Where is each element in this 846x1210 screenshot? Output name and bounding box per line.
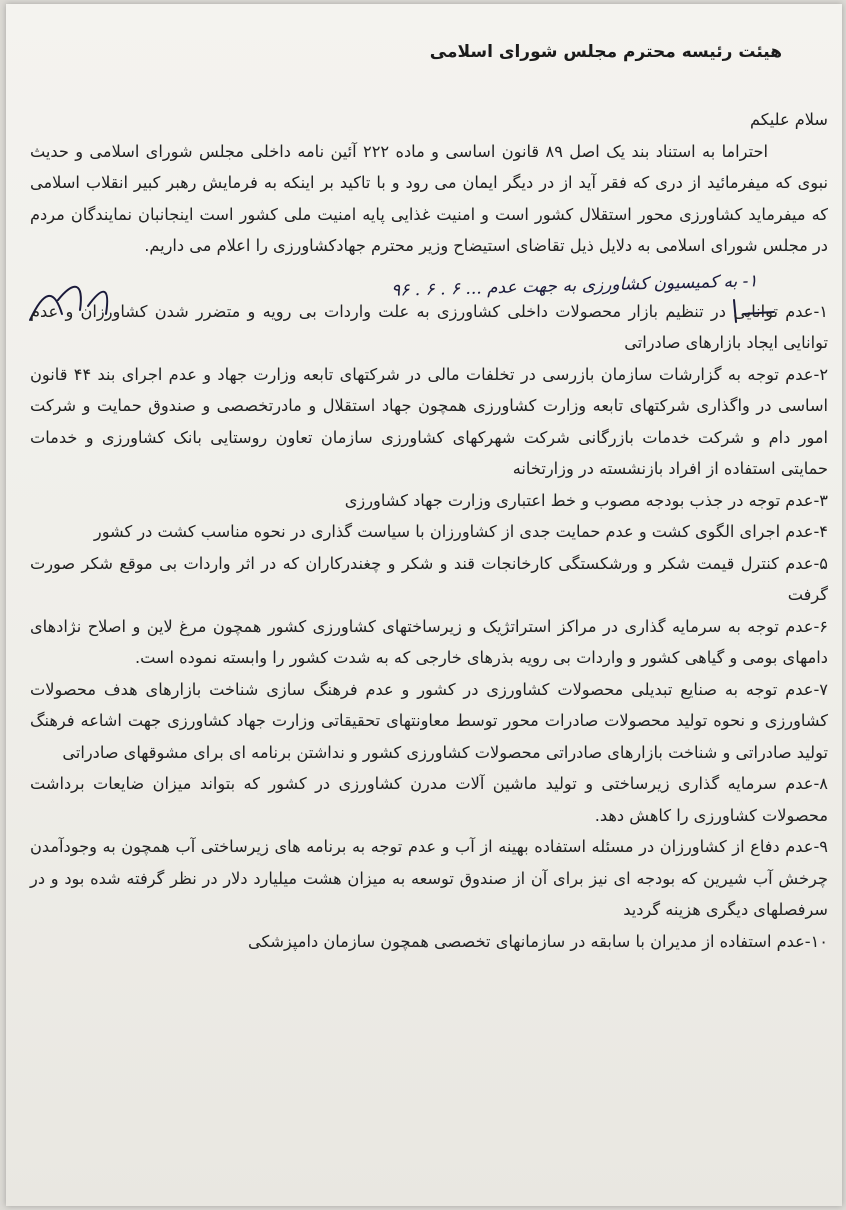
letter-page [6, 4, 842, 1206]
letter-body [30, 104, 828, 957]
complaint-item-1: ۱-عدم توانایی در تنظیم بازار محصولات داخلی کشاورزی به علت واردات بی رویه و متضرر شدن کشاورزان و عدم توانایی ایجاد بازارهای صادراتی [30, 301, 828, 352]
complaint-item-7: ۷-عدم توجه به صنایع تبدیلی محصولات کشاورزی در کشور و عدم فرهنگ سازی شناخت بازارهای هدف محصولات کشاورزی و نحوه تولید محصولات صادرات محور توسط معاونتهای تحقیقاتی وزارت جهاد کشاورزی جهت اشاعه فرهنگ تولید صادراتی و شناخت بازارهای صادراتی محصولات کشاورزی کشور و نداشتن برنامه ای برای مشوقهای صادراتی [30, 679, 828, 762]
complaint-item-2: ۲-عدم توجه به گزارشات سازمان بازرسی در تخلفات مالی در شرکتهای تابعه وزارت جهاد و عدم اجرای بند ۴۴ قانون اساسی در واگذاری شرکتهای تابعه وزارت کشاورزی همچون جهاد استقلال و مادرتخصصی و صندوق حمایت و شرکت امور دام و شرکت خدمات بازرگانی شرکت شهرکهای کشاورزی سازمان تعاون روستایی بانک کشاورزی و خدمات حمایتی استفاده از افراد بازنشسته در وزارتخانه [30, 364, 829, 478]
complaint-item-10: ۱۰-عدم استفاده از مدیران با سابقه در سازمانهای تخصصی همچون سازمان دامپزشکی [248, 931, 828, 951]
letter-heading: هیئت رئیسه محترم مجلس شورای اسلامی [429, 42, 782, 62]
complaint-item-6: ۶-عدم توجه به سرمایه گذاری در مراکز استراتژیک و زیرساختهای کشاورزی کشور همچون مرغ لاین و اصلاح نژادهای دامهای بومی و گیاهی کشور و واردات بی رویه بذرهای خارجی که به شدت کشور را وابسته نموده است. [30, 616, 828, 667]
complaint-item-9: ۹-عدم دفاع از کشاورزان در مسئله استفاده بهینه از آب و عدم توجه به برنامه های زیرساختی آب همچون به وجودآمدن چرخش آب شیرین که بودجه ای نیز برای آن از صندوق توسعه به میزان هشت میلیارد دلار در نظر گرفته شده بود و در سرفصلهای دیگری هزینه گردید [30, 837, 828, 919]
handwritten-note: ۱- به کمیسیون کشاورزی به جهت عدم ... ۶ . ۶ . ۹۶ [391, 271, 759, 301]
complaint-item-4: ۴-عدم اجرای الگوی کشت و عدم حمایت جدی از کشاورزان با سیاست گذاری در نحوه مناسب کشت در کشور [93, 522, 828, 541]
complaint-item-8: ۸-عدم سرمایه گذاری زیرساختی و تولید ماشین آلات مدرن کشاورزی در کشور که بتواند میزان ضایعات برداشت محصولات کشاورزی را کاهش دهد. [30, 774, 828, 825]
intro-paragraph: احتراما به استناد بند یک اصل ۸۹ قانون اساسی و ماده ۲۲۲ آئین نامه داخلی مجلس شورای اسلامی و حدیث نبوی که میفرمائید از دری که فقر آید از در دیگر ایمان می رود و با تاکید بر اینکه به فرمایش رهبر کبیر انقلاب اسلامی که میفرماید کشاورزی محور استقلال کشور است و امنیت غذایی پایه امنیت ملی کشور است اینجانبان نمایندگان مردم در مجلس شورای اسلامی به دلایل ذیل تقاضای استیضاح وزیر محترم جهادکشاورزی را اعلام می داریم. [30, 141, 828, 255]
greeting: سلام علیکم [749, 110, 828, 129]
complaint-item-3: ۳-عدم توجه در جذب بودجه مصوب و خط اعتباری وزارت جهاد کشاورزی [344, 490, 828, 510]
complaint-item-5: ۵-عدم کنترل قیمت شکر و ورشکستگی کارخانجات قند و شکر و چغندرکاران که در اثر واردات بی موقع شکر صورت گرفت [30, 553, 828, 604]
